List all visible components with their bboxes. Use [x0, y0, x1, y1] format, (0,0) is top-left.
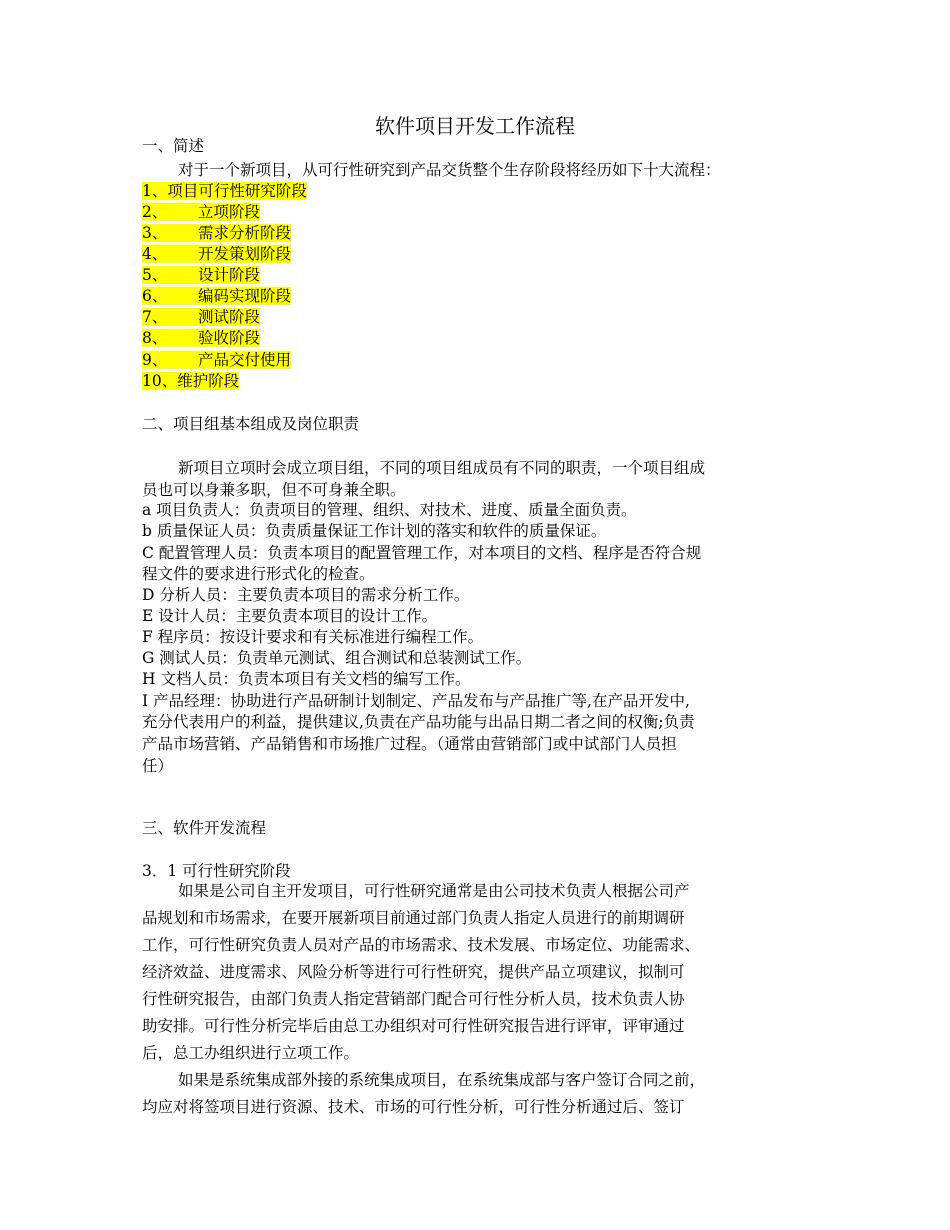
paragraph-line: 如果是系统集成部外接的系统集成项目，在系统集成部与客户签订合同之前， — [178, 1071, 706, 1089]
stage-number: 4、 — [142, 245, 168, 263]
stage-item — [142, 286, 291, 307]
stage-number: 1、 — [142, 182, 168, 200]
role-line: D 分析人员：主要负责本项目的需求分析工作。 — [142, 586, 470, 604]
stage-label: 产品交付使用 — [198, 351, 292, 369]
role-line: E 设计人员：主要负责本项目的设计工作。 — [142, 607, 438, 625]
stage-number: 5、 — [142, 266, 168, 284]
stage-item — [142, 371, 239, 392]
stage-number: 3、 — [142, 224, 168, 242]
stage-label: 维护阶段 — [177, 372, 240, 390]
role-line: I 产品经理：协助进行产品研制计划制定、产品发布与产品推广等,在产品开发中, — [142, 692, 690, 710]
section-heading-process: 三、软件开发流程 — [142, 819, 267, 837]
paragraph-line: 如果是公司自主开发项目，可行性研究通常是由公司技术负责人根据公司产 — [178, 882, 690, 900]
role-line: 任） — [142, 757, 174, 775]
stage-item — [142, 265, 260, 286]
paragraph-line: 均应对将签项目进行资源、技术、市场的可行性分析，可行性分析通过后、签订 — [142, 1098, 685, 1116]
paragraph-line: 行性研究报告，由部门负责人指定营销部门配合可行性分析人员，技术负责人协 — [142, 990, 685, 1008]
role-line: 充分代表用户的利益，提供建议,负责在产品功能与出品日期二者之间的权衡;负责 — [142, 713, 695, 731]
stage-number: 6、 — [142, 287, 168, 305]
role-line: b 质量保证人员：负责质量保证工作计划的落实和软件的质量保证。 — [142, 522, 607, 540]
stage-number: 9、 — [142, 351, 168, 369]
stage-item — [142, 181, 307, 202]
paragraph-line: 后，总工办组织进行立项工作。 — [142, 1044, 360, 1062]
role-line: 程文件的要求进行形式化的检查。 — [142, 565, 375, 583]
role-line: F 程序员：按设计要求和有关标准进行编程工作。 — [142, 628, 484, 646]
stage-number: 10、 — [142, 372, 178, 390]
stage-label: 立项阶段 — [198, 203, 261, 221]
stage-label: 需求分析阶段 — [198, 224, 292, 242]
role-line: H 文档人员：负责本项目有关文档的编写工作。 — [142, 670, 471, 688]
stage-label: 验收阶段 — [198, 329, 261, 347]
role-line: 产品市场营销、产品销售和市场推广过程。（通常由营销部门或中试部门人员担 — [142, 735, 677, 753]
stage-item — [142, 244, 291, 265]
team-intro-line: 员也可以身兼多职，但不可身兼全职。 — [142, 481, 406, 499]
subsection-heading-feasibility: 3．1 可行性研究阶段 — [142, 862, 291, 880]
team-intro-line: 新项目立项时会成立项目组，不同的项目组成员有不同的职责，一个项目组成 — [178, 459, 706, 477]
paragraph-line: 经济效益、进度需求、风险分析等进行可行性研究，提供产品立项建议，拟制可 — [142, 963, 685, 981]
paragraph-line: 品规划和市场需求，在要开展新项目前通过部门负责人指定人员进行的前期调研 — [142, 909, 685, 927]
stage-number: 8、 — [142, 329, 168, 347]
document-title: 软件项目开发工作流程 — [375, 114, 575, 138]
stage-number: 2、 — [142, 203, 168, 221]
role-line: G 测试人员：负责单元测试、组合测试和总装测试工作。 — [142, 649, 532, 667]
stage-item — [142, 202, 260, 223]
stage-item — [142, 223, 291, 244]
paragraph-line: 助安排。可行性分析完毕后由总工办组织对可行性研究报告进行评审，评审通过 — [142, 1017, 685, 1035]
stage-label: 测试阶段 — [198, 308, 261, 326]
stage-label: 编码实现阶段 — [198, 287, 292, 305]
stage-label: 项目可行性研究阶段 — [167, 182, 307, 200]
stage-item — [142, 307, 260, 328]
role-line: a 项目负责人：负责项目的管理、组织、对技术、进度、质量全面负责。 — [142, 501, 637, 519]
section-heading-team: 二、项目组基本组成及岗位职责 — [142, 415, 360, 433]
section-heading-overview: 一、简述 — [142, 137, 205, 155]
stage-label: 开发策划阶段 — [198, 245, 292, 263]
stage-item — [142, 328, 260, 349]
stage-item — [142, 350, 291, 371]
overview-intro: 对于一个新项目，从可行性研究到产品交货整个生存阶段将经历如下十大流程： — [178, 161, 721, 179]
stage-number: 7、 — [142, 308, 168, 326]
role-line: C 配置管理人员：负责本项目的配置管理工作，对本项目的文档、程序是否符合规 — [142, 544, 702, 562]
paragraph-line: 工作，可行性研究负责人员对产品的市场需求、技术发展、市场定位、功能需求、 — [142, 936, 701, 954]
stage-label: 设计阶段 — [198, 266, 261, 284]
